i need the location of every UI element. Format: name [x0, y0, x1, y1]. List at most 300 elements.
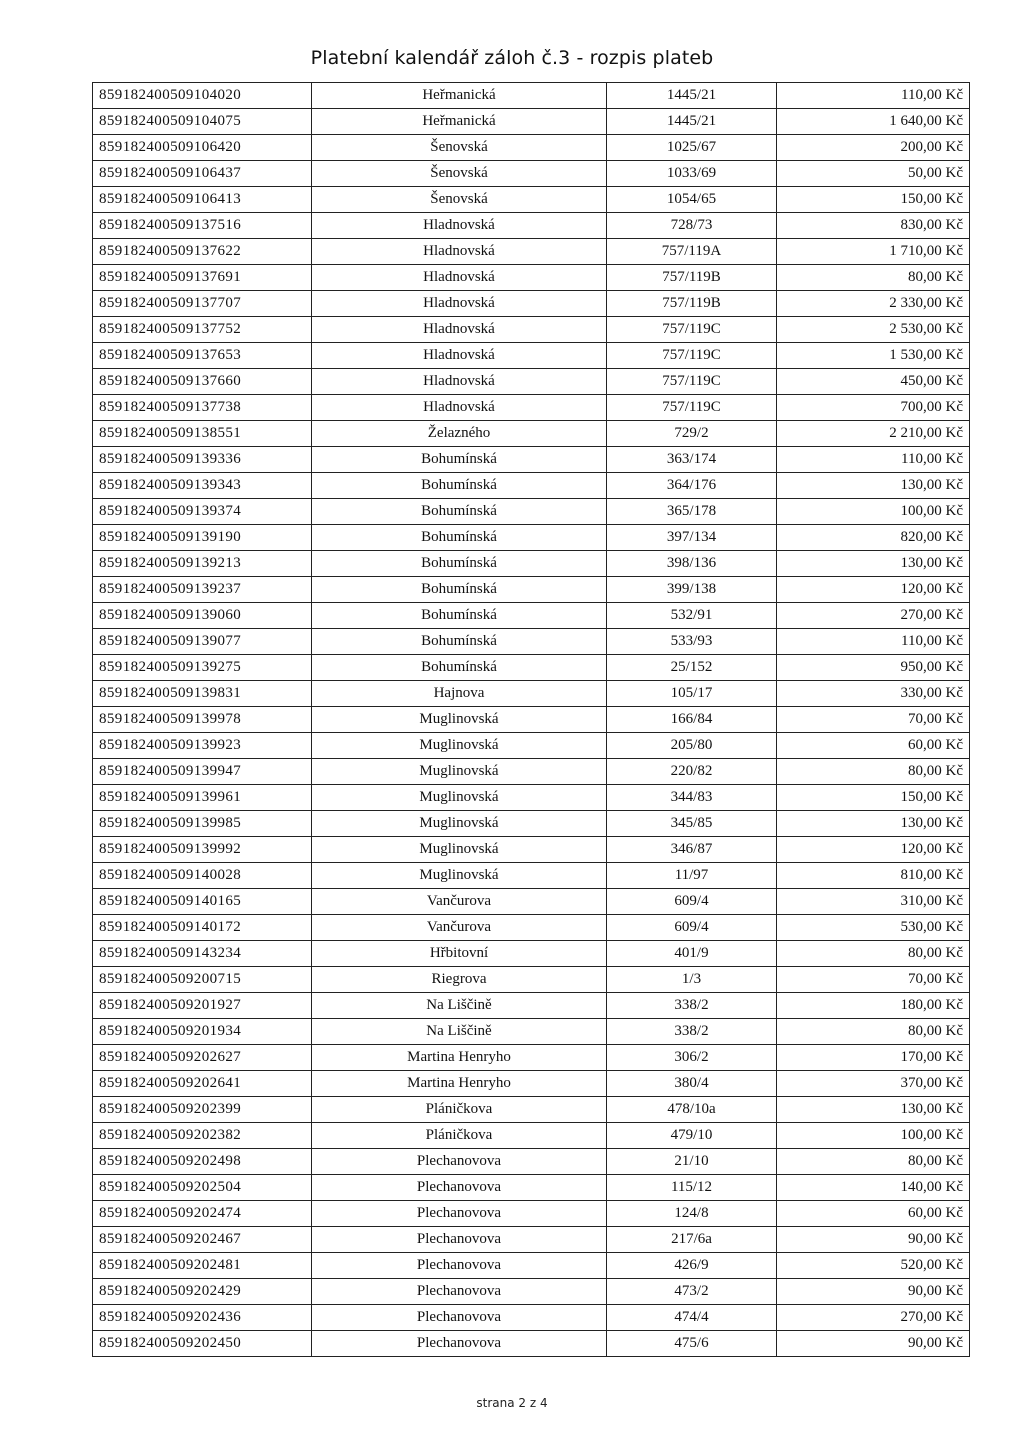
house-number-cell: 757/119C — [607, 317, 777, 343]
amount-cell — [777, 1097, 970, 1123]
table-row — [93, 655, 970, 681]
amount-value: 810,00 — [900, 867, 942, 883]
table-row — [93, 1279, 970, 1305]
table-row — [93, 551, 970, 577]
table-row — [93, 525, 970, 551]
house-number-cell: 11/97 — [607, 863, 777, 889]
amount-cell — [777, 83, 970, 109]
currency-label: Kč — [945, 1075, 963, 1091]
amount-cell — [777, 1123, 970, 1149]
currency-label: Kč — [945, 1205, 963, 1221]
table-row — [93, 837, 970, 863]
street-cell: Plechanovova — [312, 1331, 607, 1357]
table-row — [93, 499, 970, 525]
ean-cell: 859182400509139343 — [93, 473, 312, 499]
ean-cell: 859182400509137707 — [93, 291, 312, 317]
house-number-cell: 124/8 — [607, 1201, 777, 1227]
table-row — [93, 785, 970, 811]
house-number-cell: 1025/67 — [607, 135, 777, 161]
amount-cell — [777, 213, 970, 239]
street-cell: Bohumínská — [312, 603, 607, 629]
amount-value: 530,00 — [900, 919, 942, 935]
amount-value: 110,00 — [901, 87, 942, 103]
street-cell: Pláničkova — [312, 1123, 607, 1149]
house-number-cell: 478/10a — [607, 1097, 777, 1123]
ean-cell: 859182400509202504 — [93, 1175, 312, 1201]
currency-label: Kč — [945, 269, 963, 285]
street-cell: Hladnovská — [312, 265, 607, 291]
table-row — [93, 83, 970, 109]
amount-value: 820,00 — [900, 529, 942, 545]
house-number-cell: 166/84 — [607, 707, 777, 733]
table-row — [93, 1175, 970, 1201]
house-number-cell: 398/136 — [607, 551, 777, 577]
street-cell: Heřmanická — [312, 109, 607, 135]
table-row — [93, 1305, 970, 1331]
ean-cell: 859182400509201934 — [93, 1019, 312, 1045]
ean-cell: 859182400509137622 — [93, 239, 312, 265]
amount-cell — [777, 603, 970, 629]
currency-label: Kč — [945, 1153, 963, 1169]
ean-cell: 859182400509202382 — [93, 1123, 312, 1149]
amount-cell — [777, 889, 970, 915]
amount-cell — [777, 681, 970, 707]
street-cell: Na Liščině — [312, 993, 607, 1019]
table-row — [93, 889, 970, 915]
currency-label: Kč — [945, 191, 963, 207]
currency-label: Kč — [945, 1257, 963, 1273]
house-number-cell: 729/2 — [607, 421, 777, 447]
street-cell: Hladnovská — [312, 343, 607, 369]
amount-cell — [777, 1071, 970, 1097]
amount-cell — [777, 291, 970, 317]
ean-cell: 859182400509202436 — [93, 1305, 312, 1331]
table-row — [93, 863, 970, 889]
ean-cell: 859182400509202627 — [93, 1045, 312, 1071]
ean-cell: 859182400509202467 — [93, 1227, 312, 1253]
ean-cell: 859182400509139923 — [93, 733, 312, 759]
amount-value: 60,00 — [908, 1205, 942, 1221]
amount-cell — [777, 447, 970, 473]
table-row — [93, 759, 970, 785]
amount-value: 700,00 — [900, 399, 942, 415]
amount-value: 100,00 — [900, 1127, 942, 1143]
currency-label: Kč — [945, 1283, 963, 1299]
currency-label: Kč — [945, 711, 963, 727]
amount-cell — [777, 759, 970, 785]
amount-value: 270,00 — [900, 1309, 942, 1325]
currency-label: Kč — [945, 347, 963, 363]
amount-cell — [777, 109, 970, 135]
house-number-cell: 473/2 — [607, 1279, 777, 1305]
amount-cell — [777, 941, 970, 967]
amount-cell — [777, 733, 970, 759]
house-number-cell: 364/176 — [607, 473, 777, 499]
amount-value: 70,00 — [908, 971, 942, 987]
amount-cell — [777, 499, 970, 525]
table-row — [93, 681, 970, 707]
amount-value: 140,00 — [900, 1179, 942, 1195]
amount-value: 370,00 — [900, 1075, 942, 1091]
house-number-cell: 346/87 — [607, 837, 777, 863]
amount-value: 50,00 — [908, 165, 942, 181]
ean-cell: 859182400509139077 — [93, 629, 312, 655]
amount-cell — [777, 1175, 970, 1201]
currency-label: Kč — [945, 1049, 963, 1065]
house-number-cell: 338/2 — [607, 993, 777, 1019]
table-row — [93, 239, 970, 265]
amount-value: 100,00 — [900, 503, 942, 519]
table-row — [93, 941, 970, 967]
currency-label: Kč — [945, 945, 963, 961]
amount-cell — [777, 187, 970, 213]
amount-value: 830,00 — [900, 217, 942, 233]
amount-cell — [777, 1279, 970, 1305]
amount-value: 70,00 — [908, 711, 942, 727]
street-cell: Bohumínská — [312, 447, 607, 473]
amount-cell — [777, 421, 970, 447]
house-number-cell: 426/9 — [607, 1253, 777, 1279]
table-row — [93, 577, 970, 603]
table-row — [93, 1071, 970, 1097]
street-cell: Muglinovská — [312, 863, 607, 889]
amount-cell — [777, 655, 970, 681]
amount-value: 120,00 — [900, 841, 942, 857]
ean-cell: 859182400509137752 — [93, 317, 312, 343]
house-number-cell: 1054/65 — [607, 187, 777, 213]
page-title: Platební kalendář záloh č.3 - rozpis plateb — [310, 47, 714, 69]
table-row — [93, 265, 970, 291]
ean-cell: 859182400509137516 — [93, 213, 312, 239]
amount-cell — [777, 993, 970, 1019]
house-number-cell: 21/10 — [607, 1149, 777, 1175]
amount-value: 90,00 — [908, 1283, 942, 1299]
ean-cell: 859182400509139831 — [93, 681, 312, 707]
street-cell: Vančurova — [312, 915, 607, 941]
amount-cell — [777, 317, 970, 343]
table-row — [93, 213, 970, 239]
house-number-cell: 1033/69 — [607, 161, 777, 187]
amount-cell — [777, 239, 970, 265]
currency-label: Kč — [945, 1127, 963, 1143]
house-number-cell: 757/119C — [607, 369, 777, 395]
ean-cell: 859182400509137660 — [93, 369, 312, 395]
table-row — [93, 993, 970, 1019]
amount-value: 130,00 — [900, 1101, 942, 1117]
street-cell: Hladnovská — [312, 369, 607, 395]
amount-cell — [777, 1149, 970, 1175]
house-number-cell: 205/80 — [607, 733, 777, 759]
amount-value: 90,00 — [908, 1335, 942, 1351]
table-row — [93, 811, 970, 837]
currency-label: Kč — [945, 1023, 963, 1039]
street-cell: Na Liščině — [312, 1019, 607, 1045]
table-row — [93, 629, 970, 655]
house-number-cell: 757/119A — [607, 239, 777, 265]
table-row — [93, 135, 970, 161]
currency-label: Kč — [945, 373, 963, 389]
street-cell: Hladnovská — [312, 213, 607, 239]
amount-value: 60,00 — [908, 737, 942, 753]
table-row — [93, 421, 970, 447]
street-cell: Heřmanická — [312, 83, 607, 109]
house-number-cell: 401/9 — [607, 941, 777, 967]
ean-cell: 859182400509138551 — [93, 421, 312, 447]
house-number-cell: 728/73 — [607, 213, 777, 239]
amount-value: 90,00 — [908, 1231, 942, 1247]
house-number-cell: 1445/21 — [607, 109, 777, 135]
table-row — [93, 915, 970, 941]
street-cell: Muglinovská — [312, 733, 607, 759]
ean-cell: 859182400509139947 — [93, 759, 312, 785]
table-row — [93, 343, 970, 369]
table-row — [93, 1045, 970, 1071]
currency-label: Kč — [945, 1231, 963, 1247]
payment-table-body — [93, 83, 970, 1357]
amount-cell — [777, 161, 970, 187]
amount-cell — [777, 551, 970, 577]
house-number-cell: 105/17 — [607, 681, 777, 707]
house-number-cell: 338/2 — [607, 1019, 777, 1045]
street-cell: Šenovská — [312, 135, 607, 161]
amount-value: 80,00 — [908, 945, 942, 961]
table-row — [93, 1201, 970, 1227]
currency-label: Kč — [945, 867, 963, 883]
amount-value: 130,00 — [900, 815, 942, 831]
ean-cell: 859182400509202481 — [93, 1253, 312, 1279]
currency-label: Kč — [945, 633, 963, 649]
currency-label: Kč — [945, 685, 963, 701]
street-cell: Plechanovova — [312, 1175, 607, 1201]
house-number-cell: 344/83 — [607, 785, 777, 811]
amount-value: 2 330,00 — [889, 295, 942, 311]
amount-cell — [777, 1045, 970, 1071]
street-cell: Hladnovská — [312, 395, 607, 421]
amount-value: 80,00 — [908, 269, 942, 285]
street-cell: Plechanovova — [312, 1149, 607, 1175]
house-number-cell: 399/138 — [607, 577, 777, 603]
currency-label: Kč — [945, 217, 963, 233]
ean-cell: 859182400509106420 — [93, 135, 312, 161]
ean-cell: 859182400509137691 — [93, 265, 312, 291]
house-number-cell: 609/4 — [607, 889, 777, 915]
ean-cell: 859182400509137653 — [93, 343, 312, 369]
house-number-cell: 363/174 — [607, 447, 777, 473]
house-number-cell: 532/91 — [607, 603, 777, 629]
table-row — [93, 369, 970, 395]
amount-cell — [777, 135, 970, 161]
amount-value: 1 710,00 — [889, 243, 942, 259]
street-cell: Plechanovova — [312, 1279, 607, 1305]
amount-cell — [777, 863, 970, 889]
street-cell: Hladnovská — [312, 239, 607, 265]
amount-cell — [777, 1019, 970, 1045]
table-row — [93, 161, 970, 187]
currency-label: Kč — [945, 1335, 963, 1351]
table-row — [93, 1331, 970, 1357]
table-row — [93, 1253, 970, 1279]
amount-value: 80,00 — [908, 763, 942, 779]
house-number-cell: 1/3 — [607, 967, 777, 993]
street-cell: Pláničkova — [312, 1097, 607, 1123]
street-cell: Hřbitovní — [312, 941, 607, 967]
ean-cell: 859182400509139978 — [93, 707, 312, 733]
currency-label: Kč — [945, 1101, 963, 1117]
house-number-cell: 220/82 — [607, 759, 777, 785]
table-row — [93, 603, 970, 629]
street-cell: Hajnova — [312, 681, 607, 707]
house-number-cell: 533/93 — [607, 629, 777, 655]
amount-value: 150,00 — [900, 789, 942, 805]
street-cell: Bohumínská — [312, 525, 607, 551]
ean-cell: 859182400509139961 — [93, 785, 312, 811]
ean-cell: 859182400509202641 — [93, 1071, 312, 1097]
currency-label: Kč — [945, 243, 963, 259]
currency-label: Kč — [945, 425, 963, 441]
ean-cell: 859182400509140172 — [93, 915, 312, 941]
amount-cell — [777, 343, 970, 369]
amount-cell — [777, 577, 970, 603]
ean-cell: 859182400509139213 — [93, 551, 312, 577]
ean-cell: 859182400509202474 — [93, 1201, 312, 1227]
amount-cell — [777, 525, 970, 551]
street-cell: Muglinovská — [312, 837, 607, 863]
amount-value: 520,00 — [900, 1257, 942, 1273]
table-row — [93, 109, 970, 135]
street-cell: Bohumínská — [312, 629, 607, 655]
ean-cell: 859182400509106437 — [93, 161, 312, 187]
currency-label: Kč — [945, 165, 963, 181]
ean-cell: 859182400509140028 — [93, 863, 312, 889]
ean-cell: 859182400509139992 — [93, 837, 312, 863]
currency-label: Kč — [945, 997, 963, 1013]
currency-label: Kč — [945, 399, 963, 415]
house-number-cell: 365/178 — [607, 499, 777, 525]
amount-value: 330,00 — [900, 685, 942, 701]
amount-cell — [777, 785, 970, 811]
amount-cell — [777, 811, 970, 837]
currency-label: Kč — [945, 815, 963, 831]
amount-cell — [777, 265, 970, 291]
currency-label: Kč — [945, 1309, 963, 1325]
ean-cell: 859182400509139237 — [93, 577, 312, 603]
street-cell: Muglinovská — [312, 785, 607, 811]
amount-value: 200,00 — [900, 139, 942, 155]
ean-cell: 859182400509137738 — [93, 395, 312, 421]
currency-label: Kč — [945, 659, 963, 675]
amount-value: 150,00 — [900, 191, 942, 207]
street-cell: Riegrova — [312, 967, 607, 993]
street-cell: Plechanovova — [312, 1227, 607, 1253]
currency-label: Kč — [945, 295, 963, 311]
street-cell: Bohumínská — [312, 655, 607, 681]
street-cell: Šenovská — [312, 187, 607, 213]
ean-cell: 859182400509200715 — [93, 967, 312, 993]
currency-label: Kč — [945, 503, 963, 519]
house-number-cell: 475/6 — [607, 1331, 777, 1357]
ean-cell: 859182400509104020 — [93, 83, 312, 109]
house-number-cell: 380/4 — [607, 1071, 777, 1097]
street-cell: Muglinovská — [312, 811, 607, 837]
table-row — [93, 395, 970, 421]
amount-cell — [777, 629, 970, 655]
amount-cell — [777, 369, 970, 395]
amount-value: 80,00 — [908, 1153, 942, 1169]
amount-value: 170,00 — [900, 1049, 942, 1065]
amount-value: 180,00 — [900, 997, 942, 1013]
currency-label: Kč — [945, 919, 963, 935]
amount-value: 270,00 — [900, 607, 942, 623]
amount-value: 80,00 — [908, 1023, 942, 1039]
house-number-cell: 474/4 — [607, 1305, 777, 1331]
house-number-cell: 479/10 — [607, 1123, 777, 1149]
amount-value: 450,00 — [900, 373, 942, 389]
payment-table — [92, 82, 970, 1357]
amount-value: 2 530,00 — [889, 321, 942, 337]
ean-cell: 859182400509202429 — [93, 1279, 312, 1305]
table-row — [93, 1019, 970, 1045]
street-cell: Plechanovova — [312, 1253, 607, 1279]
street-cell: Hladnovská — [312, 317, 607, 343]
currency-label: Kč — [945, 87, 963, 103]
table-row — [93, 1149, 970, 1175]
currency-label: Kč — [945, 841, 963, 857]
ean-cell: 859182400509139190 — [93, 525, 312, 551]
currency-label: Kč — [945, 893, 963, 909]
currency-label: Kč — [945, 139, 963, 155]
ean-cell: 859182400509202450 — [93, 1331, 312, 1357]
currency-label: Kč — [945, 529, 963, 545]
amount-cell — [777, 1201, 970, 1227]
amount-value: 1 530,00 — [889, 347, 942, 363]
house-number-cell: 217/6a — [607, 1227, 777, 1253]
ean-cell: 859182400509202399 — [93, 1097, 312, 1123]
street-cell: Bohumínská — [312, 551, 607, 577]
amount-value: 130,00 — [900, 555, 942, 571]
house-number-cell: 757/119B — [607, 265, 777, 291]
ean-cell: 859182400509202498 — [93, 1149, 312, 1175]
amount-cell — [777, 1331, 970, 1357]
amount-cell — [777, 1227, 970, 1253]
currency-label: Kč — [945, 737, 963, 753]
house-number-cell: 345/85 — [607, 811, 777, 837]
currency-label: Kč — [945, 763, 963, 779]
amount-value: 2 210,00 — [889, 425, 942, 441]
ean-cell: 859182400509140165 — [93, 889, 312, 915]
ean-cell: 859182400509139374 — [93, 499, 312, 525]
table-row — [93, 1227, 970, 1253]
currency-label: Kč — [945, 607, 963, 623]
ean-cell: 859182400509139336 — [93, 447, 312, 473]
amount-cell — [777, 1305, 970, 1331]
currency-label: Kč — [945, 581, 963, 597]
amount-value: 1 640,00 — [889, 113, 942, 129]
ean-cell: 859182400509106413 — [93, 187, 312, 213]
ean-cell: 859182400509143234 — [93, 941, 312, 967]
currency-label: Kč — [945, 113, 963, 129]
ean-cell: 859182400509139060 — [93, 603, 312, 629]
street-cell: Muglinovská — [312, 759, 607, 785]
ean-cell: 859182400509139985 — [93, 811, 312, 837]
amount-cell — [777, 395, 970, 421]
currency-label: Kč — [945, 1179, 963, 1195]
currency-label: Kč — [945, 555, 963, 571]
street-cell: Bohumínská — [312, 473, 607, 499]
amount-value: 130,00 — [900, 477, 942, 493]
amount-cell — [777, 1253, 970, 1279]
street-cell: Bohumínská — [312, 499, 607, 525]
currency-label: Kč — [945, 789, 963, 805]
